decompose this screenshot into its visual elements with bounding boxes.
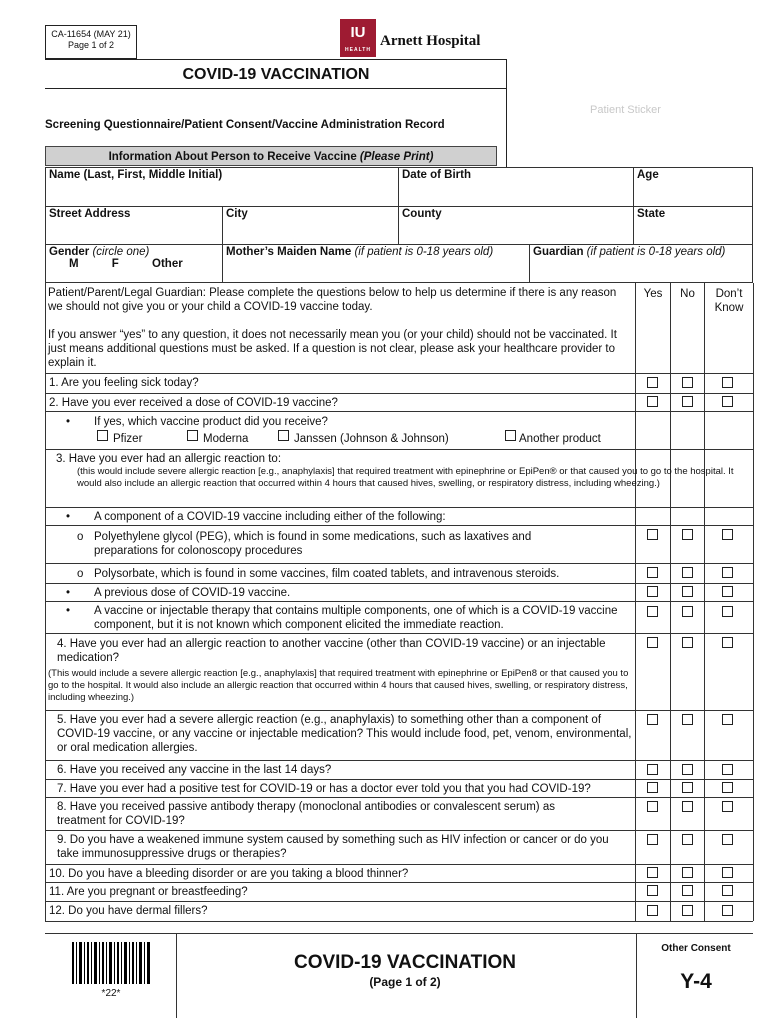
another-product-label: Another product <box>519 433 601 445</box>
janssen-checkbox[interactable] <box>278 430 289 441</box>
divider <box>45 921 753 922</box>
question-4: 4. Have you ever had an allergic reaction to another vaccine (other than COVID-19 vaccine) or an injectable medication? <box>57 638 606 664</box>
question-10: 10. Do you have a bleeding disorder or are you taking a blood thinner? <box>49 868 409 880</box>
form-code: CA-11654 (MAY 21) <box>51 29 131 39</box>
divider <box>45 601 753 602</box>
divider <box>45 525 753 526</box>
footer-page: (Page 1 of 2) <box>369 975 441 989</box>
state-field[interactable] <box>633 206 753 245</box>
q3c-yes-checkbox[interactable] <box>647 606 658 617</box>
question-8: 8. Have you received passive antibody therapy (monoclonal antibodies or convalescent serum) as treatment for COVID-19? <box>57 801 555 827</box>
divider <box>45 59 507 60</box>
q1-yes-checkbox[interactable] <box>647 377 658 388</box>
other-consent-label: Other Consent <box>661 943 731 954</box>
q11-no-checkbox[interactable] <box>682 885 693 896</box>
divider <box>45 882 753 883</box>
q11-dont-know-checkbox[interactable] <box>722 885 733 896</box>
divider <box>45 830 753 831</box>
question-3a: A component of a COVID-19 vaccine including either of the following: <box>94 511 446 523</box>
moderna-checkbox[interactable] <box>187 430 198 441</box>
q3a1-no-checkbox[interactable] <box>682 529 693 540</box>
city-field[interactable] <box>222 206 399 245</box>
hospital-logo <box>340 19 376 57</box>
bullet: o <box>77 568 84 580</box>
q3c-dont-know-checkbox[interactable] <box>722 606 733 617</box>
dob-field[interactable] <box>398 167 634 207</box>
hospital-name: Arnett Hospital <box>380 33 481 49</box>
q8-yes-checkbox[interactable] <box>647 801 658 812</box>
col-no-header: No <box>680 288 695 300</box>
bullet: • <box>66 587 71 599</box>
q1-no-checkbox[interactable] <box>682 377 693 388</box>
question-6: 6. Have you received any vaccine in the last 14 days? <box>57 764 332 776</box>
q3a1-yes-checkbox[interactable] <box>647 529 658 540</box>
question-3c: A vaccine or injectable therapy that contains multiple components, one of which is a COVID-19 vaccine component, but it is not known which component elicited the immediate reaction. <box>94 605 618 631</box>
divider <box>45 864 753 865</box>
q2-dont-know-checkbox[interactable] <box>722 396 733 407</box>
name-label: Name (Last, First, Middle Initial) <box>49 169 223 181</box>
q12-no-checkbox[interactable] <box>682 905 693 916</box>
logo-letters: IU <box>350 24 366 41</box>
q7-dont-know-checkbox[interactable] <box>722 782 733 793</box>
q3a2-no-checkbox[interactable] <box>682 567 693 578</box>
question-3a1: Polyethylene glycol (PEG), which is found in some medications, such as laxatives and preparations for colonoscopy procedures <box>94 531 532 557</box>
pfizer-checkbox[interactable] <box>97 430 108 441</box>
q6-yes-checkbox[interactable] <box>647 764 658 775</box>
question-4-note: (This would include a severe allergic reaction [e.g., anaphylaxis] that required treatment with epinephrine or EpiPen8 or that caused you to go to the hospital. It would also include an allergic reaction that occurred within 4 hours that caused hives, swelling, or respiratory distress, including wheezing.) <box>48 668 629 703</box>
q3a1-dont-know-checkbox[interactable] <box>722 529 733 540</box>
q7-yes-checkbox[interactable] <box>647 782 658 793</box>
question-11: 11. Are you pregnant or breastfeeding? <box>49 886 248 898</box>
q5-yes-checkbox[interactable] <box>647 714 658 725</box>
question-3-note: (this would include severe allergic reaction [e.g., anaphylaxis] that required treatment with epinephrine or EpiPen® or that caused you to go to the hospital. It would also include an allergic reaction that occurred within 4 hours that caused hives, swelling, or respiratory distress, including wheezing.) <box>77 466 734 489</box>
q3b-dont-know-checkbox[interactable] <box>722 586 733 597</box>
q10-no-checkbox[interactable] <box>682 867 693 878</box>
maiden-note: (if patient is 0-18 years old) <box>351 246 494 258</box>
q9-dont-know-checkbox[interactable] <box>722 834 733 845</box>
another-product-checkbox[interactable] <box>505 430 516 441</box>
q5-dont-know-checkbox[interactable] <box>722 714 733 725</box>
question-9: 9. Do you have a weakened immune system caused by something such as HIV infection or cancer or do you take immunosuppressive drugs or therapies? <box>57 834 609 860</box>
q3c-no-checkbox[interactable] <box>682 606 693 617</box>
q12-dont-know-checkbox[interactable] <box>722 905 733 916</box>
form-code-y4: Y-4 <box>680 970 712 993</box>
divider <box>45 901 753 902</box>
divider <box>45 779 753 780</box>
divider <box>45 449 753 450</box>
q1-dont-know-checkbox[interactable] <box>722 377 733 388</box>
question-5: 5. Have you ever had a severe allergic reaction (e.g., anaphylaxis) to something other than a component of COVID-19 vaccine, or any vaccine or injectable medication? This would include food, pet, venom, environmental, or oral medication allergies. <box>57 714 632 754</box>
col-yes-header: Yes <box>643 288 663 300</box>
guardian-field[interactable] <box>529 244 753 283</box>
moderna-label: Moderna <box>203 433 249 445</box>
barcode-image <box>72 942 150 984</box>
info-section-header <box>45 146 497 166</box>
barcode-number: *22* <box>101 988 121 999</box>
county-label: County <box>402 208 442 220</box>
q9-no-checkbox[interactable] <box>682 834 693 845</box>
divider <box>670 283 671 921</box>
divider <box>45 411 753 412</box>
q8-dont-know-checkbox[interactable] <box>722 801 733 812</box>
q2-no-checkbox[interactable] <box>682 396 693 407</box>
age-field[interactable] <box>633 167 753 207</box>
q4-dont-know-checkbox[interactable] <box>722 637 733 648</box>
bullet: • <box>66 511 71 523</box>
q6-no-checkbox[interactable] <box>682 764 693 775</box>
city-label: City <box>226 208 248 220</box>
divider <box>45 633 753 634</box>
q3b-no-checkbox[interactable] <box>682 586 693 597</box>
q7-no-checkbox[interactable] <box>682 782 693 793</box>
q3a2-yes-checkbox[interactable] <box>647 567 658 578</box>
divider <box>45 933 753 934</box>
patient-sticker-area: Patient Sticker <box>590 104 661 116</box>
gender-field[interactable] <box>45 244 223 283</box>
divider <box>45 760 753 761</box>
q8-no-checkbox[interactable] <box>682 801 693 812</box>
divider <box>635 283 636 921</box>
guardian-note: (if patient is 0-18 years old) <box>583 246 726 258</box>
divider <box>45 797 753 798</box>
divider <box>636 933 637 1018</box>
q10-dont-know-checkbox[interactable] <box>722 867 733 878</box>
divider <box>704 283 705 921</box>
question-2-sub: If yes, which vaccine product did you receive? <box>94 416 328 428</box>
divider <box>45 393 753 394</box>
divider <box>45 88 507 89</box>
bullet: o <box>77 531 84 543</box>
divider <box>45 563 753 564</box>
county-field[interactable] <box>398 206 634 245</box>
q6-dont-know-checkbox[interactable] <box>722 764 733 775</box>
divider <box>45 373 753 374</box>
pfizer-label: Pfizer <box>113 433 143 445</box>
divider <box>45 583 753 584</box>
question-3b: A previous dose of COVID-19 vaccine. <box>94 587 291 599</box>
dob-label: Date of Birth <box>402 169 471 181</box>
q9-yes-checkbox[interactable] <box>647 834 658 845</box>
q5-no-checkbox[interactable] <box>682 714 693 725</box>
form-title: COVID-19 VACCINATION <box>182 66 370 83</box>
gender-option-other[interactable]: Other <box>152 258 183 270</box>
age-label: Age <box>637 169 659 181</box>
state-label: State <box>637 208 666 220</box>
maiden-name-field[interactable] <box>222 244 530 283</box>
name-field[interactable] <box>45 167 399 207</box>
divider <box>176 933 177 1018</box>
q12-yes-checkbox[interactable] <box>647 905 658 916</box>
logo-sub: HEALTH <box>345 47 371 53</box>
divider <box>45 507 753 508</box>
gender-option-m[interactable]: M <box>69 258 79 270</box>
guardian-label: Guardian <box>533 246 584 258</box>
col-dont-know-header: Don’t Know <box>714 288 744 314</box>
q3b-yes-checkbox[interactable] <box>647 586 658 597</box>
divider <box>753 283 754 921</box>
question-3a2: Polysorbate, which is found in some vaccines, film coated tablets, and intravenous steroids. <box>94 568 560 580</box>
intro-text-2: If you answer “yes” to any question, it does not necessarily mean you (or your child) should not be vaccinated. It just means additional questions must be asked. If a question is not clear, please ask your healthcare provider to explain it. <box>48 329 617 369</box>
info-header-note: (Please Print) <box>359 151 434 163</box>
q4-no-checkbox[interactable] <box>682 637 693 648</box>
divider <box>45 283 46 921</box>
gender-note: (circle one) <box>89 246 150 258</box>
q4-yes-checkbox[interactable] <box>647 637 658 648</box>
form-subtitle: Screening Questionnaire/Patient Consent/Vaccine Administration Record <box>45 119 445 131</box>
question-3: 3. Have you ever had an allergic reaction to: <box>56 453 282 465</box>
janssen-label: Janssen (Johnson & Johnson) <box>294 433 449 445</box>
question-7: 7. Have you ever had a positive test for COVID-19 or has a doctor ever told you that you had COVID-19? <box>57 783 591 795</box>
bullet: • <box>66 416 71 428</box>
gender-option-f[interactable]: F <box>111 258 119 270</box>
footer-title: COVID-19 VACCINATION <box>293 952 517 973</box>
maiden-label: Mother’s Maiden Name <box>226 246 352 258</box>
question-12: 12. Do you have dermal fillers? <box>49 905 208 917</box>
question-2: 2. Have you ever received a dose of COVID-19 vaccine? <box>49 397 338 409</box>
q3a2-dont-know-checkbox[interactable] <box>722 567 733 578</box>
q11-yes-checkbox[interactable] <box>647 885 658 896</box>
info-header-text: Information About Person to Receive Vaccine <box>108 151 360 163</box>
q10-yes-checkbox[interactable] <box>647 867 658 878</box>
divider <box>45 710 753 711</box>
intro-text: Patient/Parent/Legal Guardian: Please complete the questions below to help us determine if there is any reason we should not give you or your child a COVID-19 vaccine today. <box>48 287 617 313</box>
form-code-box <box>45 25 137 59</box>
form-page: Page 1 of 2 <box>67 40 115 50</box>
bullet: • <box>66 605 71 617</box>
gender-label: Gender <box>49 246 90 258</box>
q2-yes-checkbox[interactable] <box>647 396 658 407</box>
question-1: 1. Are you feeling sick today? <box>49 377 199 389</box>
street-field[interactable] <box>45 206 223 245</box>
street-label: Street Address <box>49 208 131 220</box>
